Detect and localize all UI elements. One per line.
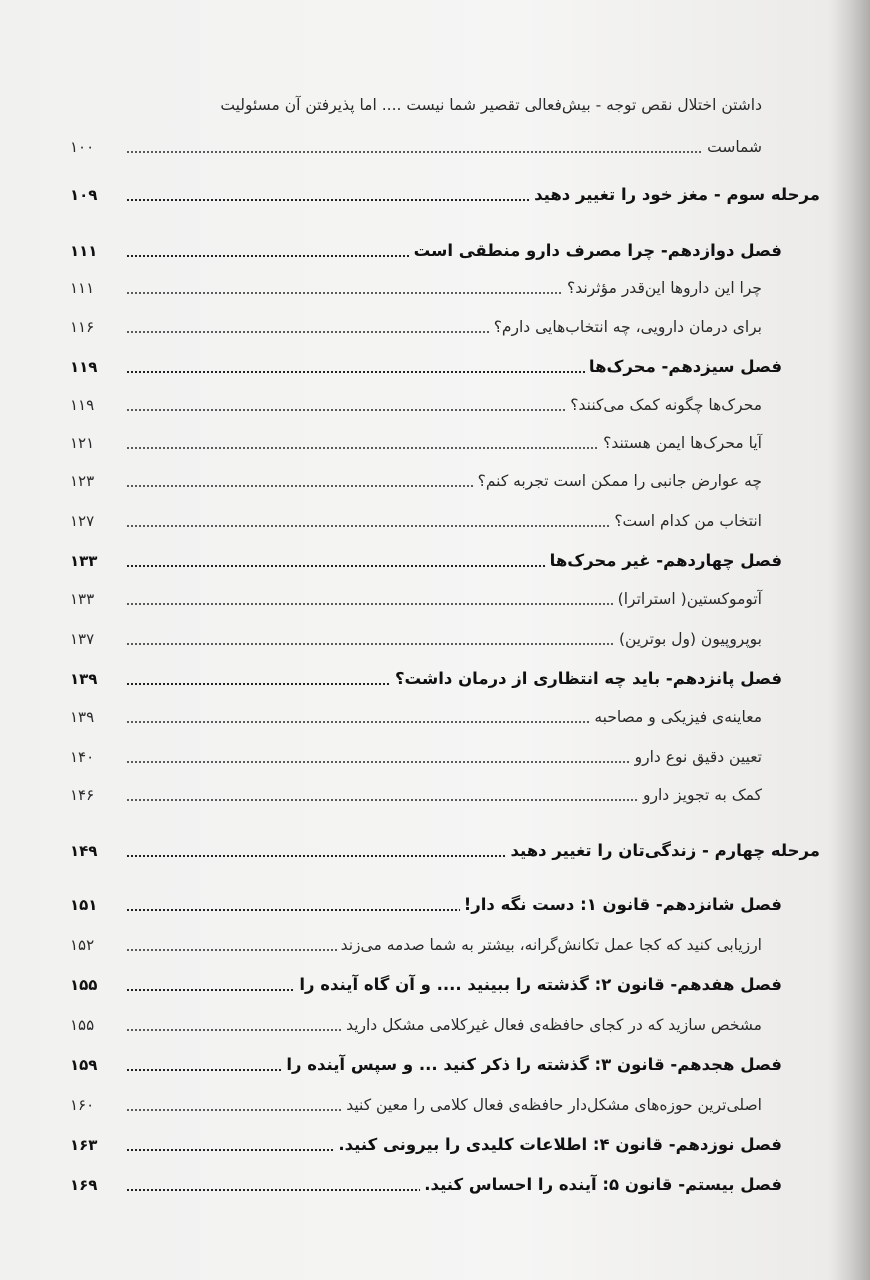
toc-page-number: ۱۲۱ [70,434,95,452]
toc-entry-sub [70,462,762,492]
toc-page-number: ۱۳۹ [70,708,95,726]
toc-entry-title: آتوموکستین( استراترا) [617,590,762,608]
toc-entry-title: فصل هجدهم- قانون ۳: گذشته را ذکر کنید ... و سپس آینده را [286,1055,782,1074]
dot-leader [126,721,590,723]
dot-leader [126,1189,420,1191]
toc-page-number: ۱۳۷ [70,630,95,648]
toc-page-number: ۱۲۷ [70,512,95,530]
toc-entry-title: فصل شانزدهم- قانون ۱: دست نگه دار! [463,895,782,914]
toc-page-number: ۱۵۱ [70,896,98,914]
toc-page-number: ۱۱۱ [70,242,98,260]
dot-leader [126,1109,342,1111]
dot-leader [126,525,610,527]
dot-leader [126,409,566,411]
toc-page-number: ۱۵۹ [70,1056,98,1074]
toc-page-number: ۱۰۹ [70,186,98,204]
toc-entry-title: انتخاب من کدام است؟ [614,512,762,530]
dot-leader [126,331,490,333]
toc-entry-sub [70,1086,762,1116]
toc-page-number: ۱۱۶ [70,318,95,336]
toc-entry-title: اصلی‌ترین حوزه‌های مشکل‌دار حافظه‌ی فعال کلامی را معین کنید [346,1096,762,1114]
dot-leader [126,1149,334,1151]
dot-leader [126,683,391,685]
toc-entry-sub [70,308,762,338]
toc-entry-title: داشتن اختلال نقص توجه - بیش‌فعالی تقصیر شما نیست .... اما پذیرفتن آن مسئولیت [220,96,762,114]
toc-part-heading [70,176,820,206]
toc-page-number: ۱۳۳ [70,590,95,608]
toc-chapter-heading [70,886,782,916]
toc-part-heading [70,832,820,862]
dot-leader [126,1069,282,1071]
toc-chapter-heading [70,966,782,996]
toc-chapter-heading [70,1126,782,1156]
toc-entry-title: شماست [707,138,762,156]
toc-entry-sub [70,386,762,416]
toc-entry-sub [70,580,762,610]
dot-leader [126,909,460,911]
toc-entry-title: فصل بیستم- قانون ۵: آینده را احساس کنید. [424,1175,782,1194]
toc-entry-sub [70,738,762,768]
toc-entry-title: کمک به تجویز دارو [643,786,762,804]
toc-entry-title: فصل هفدهم- قانون ۲: گذشته را ببینید .... و آن گاه آینده را [299,975,782,994]
toc-page-number: ۱۶۹ [70,1176,98,1194]
toc-entry-sub [70,128,762,158]
toc-entry-title: مرحله چهارم - زندگی‌تان را تغییر دهید [510,841,820,860]
dot-leader [126,447,599,449]
toc-chapter-heading [70,542,782,572]
toc-entry-title: بوپروپیون (ول بوترین) [618,630,762,648]
dot-leader [126,199,530,201]
toc-entry-sub [70,698,762,728]
toc-chapter-heading [70,348,782,378]
toc-page-number: ۱۱۱ [70,279,95,297]
toc-page-number: ۱۳۳ [70,552,98,570]
dot-leader [126,603,614,605]
dot-leader [126,255,410,257]
toc-chapter-heading [70,1166,782,1196]
toc-entry-title: فصل نوزدهم- قانون ۴: اطلاعات کلیدی را بیرونی کنید. [338,1135,782,1154]
toc-entry-title: تعیین دقیق نوع دارو [634,748,762,766]
toc-entry-sub [70,620,762,650]
toc-page-number: ۱۶۰ [70,1096,95,1114]
toc-chapter-heading [70,1046,782,1076]
toc-page-number: ۱۰۰ [70,138,95,156]
toc-entry-sub [70,269,762,299]
dot-leader [126,799,639,801]
toc-entry-title: مرحله سوم - مغز خود را تغییر دهید [534,185,820,204]
dot-leader [126,1029,342,1031]
toc-page-number: ۱۱۹ [70,358,98,376]
toc-chapter-heading [70,660,782,690]
toc-entry-title: معاینه‌ی فیزیکی و مصاحبه [594,708,762,726]
toc-entry-title: فصل چهاردهم- غیر محرک‌ها [549,551,782,570]
toc-page-number: ۱۴۰ [70,748,95,766]
toc-page-number: ۱۵۵ [70,1016,95,1034]
dot-leader [126,292,563,294]
toc-entry-title: آیا محرک‌ها ایمن هستند؟ [603,434,762,452]
dot-leader [126,151,703,153]
toc-entry-sub [70,926,762,956]
toc-entry-sub [70,502,762,532]
toc-entry-title: مشخص سازید که در کجای حافظه‌ی فعال غیرکلامی مشکل دارید [346,1016,762,1034]
toc-chapter-heading [70,232,782,262]
toc-page-number: ۱۱۹ [70,396,95,414]
dot-leader [126,855,506,857]
dot-leader [126,485,474,487]
toc-entry-title: فصل دوازدهم- چرا مصرف دارو منطقی است [413,241,782,260]
toc-page-number: ۱۲۳ [70,472,95,490]
toc-page-number: ۱۳۹ [70,670,98,688]
toc-entry-sub [70,1006,762,1036]
toc-page-number: ۱۶۳ [70,1136,98,1154]
toc-entry-title: فصل پانزدهم- باید چه انتظاری از درمان داشت؟ [394,669,782,688]
toc-page-number: ۱۴۶ [70,786,95,804]
dot-leader [126,371,585,373]
dot-leader [126,565,546,567]
toc-entry-sub [70,776,762,806]
toc-page-number: ۱۴۹ [70,842,98,860]
toc-entry-sub [70,424,762,454]
toc-entry-title: ارزیابی کنید که کجا عمل تکانش‌گرانه، بیشتر به شما صدمه می‌زند [340,936,762,954]
toc-entry-title: چرا این داروها این‌قدر مؤثرند؟ [567,279,762,297]
toc-entry-title: فصل سیزدهم- محرک‌ها [588,357,782,376]
toc-page-number: ۱۵۲ [70,936,95,954]
toc-entry-title: چه عوارض جانبی را ممکن است تجربه کنم؟ [477,472,762,490]
dot-leader [126,989,295,991]
toc-entry-title: محرک‌ها چگونه کمک می‌کنند؟ [570,396,762,414]
toc-entry-title: برای درمان دارویی، چه انتخاب‌هایی دارم؟ [493,318,762,336]
toc-entry-continued [70,88,762,118]
toc-page-number: ۱۵۵ [70,976,98,994]
dot-leader [126,949,337,951]
dot-leader [126,643,615,645]
dot-leader [126,761,631,763]
